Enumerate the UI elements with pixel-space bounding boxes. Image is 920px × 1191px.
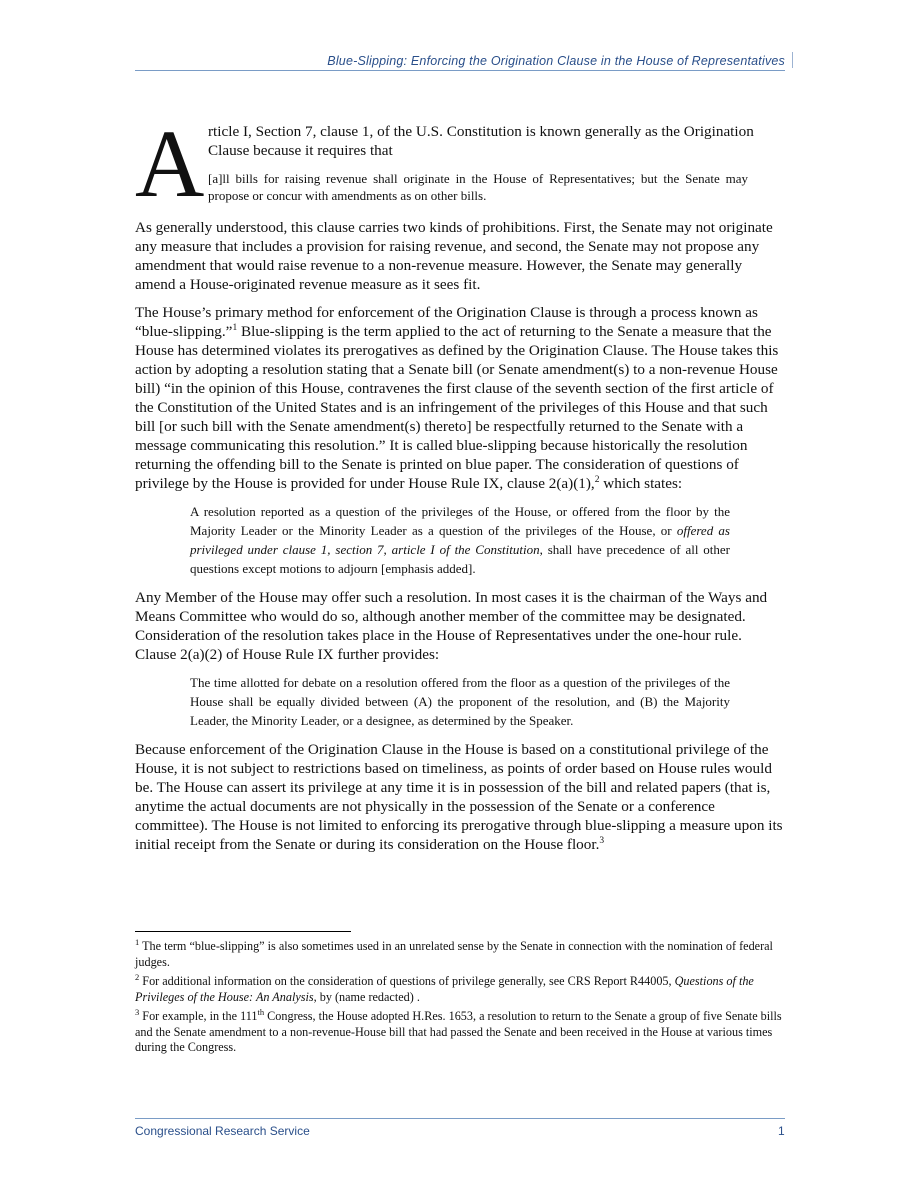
ordinal-suffix: th [257, 1006, 265, 1017]
header-title: Blue-Slipping: Enforcing the Origination Clause in the House of Representatives [327, 54, 785, 68]
footnote-separator [135, 931, 351, 932]
quote-text: A resolution reported as a question of the privileges of the House, or offered from the floor by the Majority Leader or the Minority Leader as a question of the privileges of the House, or [190, 504, 730, 538]
footnote-number: 3 [135, 1006, 140, 1017]
footnote-text: For example, in the 111 [142, 1009, 258, 1023]
paragraph-enforcement [135, 740, 785, 854]
header-divider [792, 52, 793, 68]
intro-text: rticle I, Section 7, clause 1, of the U.S. Constitution is known generally as the Origination Clause because it requires that [208, 123, 754, 159]
drop-cap: A [135, 110, 205, 217]
blockquote-rule-ix-2: The time allotted for debate on a resolution offered from the floor as a question of the privileges of the House shall be equally divided between (A) the proponent of the resolution, and (B) the Majority Leader, the Minority Leader, or a designee, as determined by the Speaker. [190, 675, 730, 728]
footnote-ref-1[interactable]: 1 [232, 322, 238, 333]
footnotes [135, 936, 785, 1060]
footnote-number: 1 [135, 936, 140, 947]
footnote-3 [135, 1006, 785, 1056]
paragraph-member-offer: Any Member of the House may offer such a resolution. In most cases it is the chairman of the Ways and Means Committee who would do so, although another member of the committee may be designated. Consideration of the resolution takes place in the House of Representatives under the one-hour rule. Clause 2(a)(2) of House Rule IX further provides: [135, 589, 768, 663]
paragraph-text: The House’s primary method for enforcement of the Origination Clause is through a process known as “blue-slipping.” [135, 304, 758, 340]
intro-quote: [a]ll bills for raising revenue shall originate in the House of Representatives; but the Senate may propose or concur with amendments as on other bills. [208, 171, 748, 203]
footnote-text: Congress, the House adopted H.Res. 1653, a resolution to return to the Senate a group of five Senate bills and the Senate amendment to a non-revenue-House bill that had passed the Senate and been received in the House at various times during the Congress. [135, 1009, 782, 1054]
footnote-text: For additional information on the consideration of questions of privilege generally, see CRS Report R44005, [142, 974, 675, 988]
footnote-text: The term “blue-slipping” is also sometimes used in an unrelated sense by the Senate in connection with the nomination of federal judges. [135, 939, 773, 969]
paragraph-blue-slipping [135, 303, 785, 493]
footnote-ref-2[interactable]: 2 [594, 474, 600, 485]
paragraph-text: Blue-slipping is the term applied to the act of returning to the Senate a measure that the House has determined violates its prerogatives as defined by the Origination Clause. The House takes this action by adopting a resolution stating that a Senate bill (or Senate amendment(s) to a non-revenue House bill) “in the opinion of this House, contravenes the first clause of the seventh section of the first article of the Constitution of the United States and is an infringement of the privileges of this House and that such bill [or such bill with the Senate amendment(s) thereto] be respectfully returned to the Senate with a message communicating this resolution.” It is called blue-slipping because historically the resolution returning the offending bill to the Senate is printed on blue paper. The consideration of questions of privilege by the House is provided for under House Rule IX, clause 2(a)(1), [135, 323, 779, 492]
intro-section [135, 110, 785, 217]
footnote-number: 2 [135, 971, 140, 982]
paragraph-text: which states: [599, 475, 683, 492]
page-number: 1 [778, 1124, 785, 1138]
footnote-1 [135, 936, 785, 970]
document-body [135, 110, 785, 863]
quote-text: , shall have precedence of all other questions except motions to adjourn [emphasis added]. [190, 542, 730, 576]
running-header [135, 52, 785, 71]
footnote-ref-3[interactable]: 3 [599, 835, 605, 846]
footnote-text: , by (name redacted) . [313, 989, 420, 1004]
report-title: Questions of the Privileges of the House: An Analysis [135, 974, 754, 1004]
quote-emphasis: offered as privileged under clause 1, section 7, article I of the Constitution [190, 523, 730, 557]
paragraph-prohibitions: As generally understood, this clause carries two kinds of prohibitions. First, the Senate may not originate any measure that includes a provision for raising revenue, and second, the Senate may not propose any amendment that would raise revenue to a non-revenue measure. However, the Senate may generally amend a House-originated revenue measure as it sees fit. [135, 219, 773, 293]
footer-rule [135, 1118, 785, 1119]
footnote-2 [135, 971, 785, 1005]
paragraph-text: Because enforcement of the Origination Clause in the House is based on a constitutional privilege of the House, it is not subject to restrictions based on timeliness, as points of order based on House rules would be. The House can assert its privilege at any time it is in possession of the bill and related papers (that is, anytime the actual documents are not physically in the possession of the Senate or a conference committee). The House is not limited to enforcing its prerogative through blue-slipping a measure upon its initial receipt from the Senate or during its consideration on the House floor. [135, 741, 783, 853]
blockquote-rule-ix-1 [190, 502, 730, 578]
footer-publisher: Congressional Research Service [135, 1124, 310, 1138]
